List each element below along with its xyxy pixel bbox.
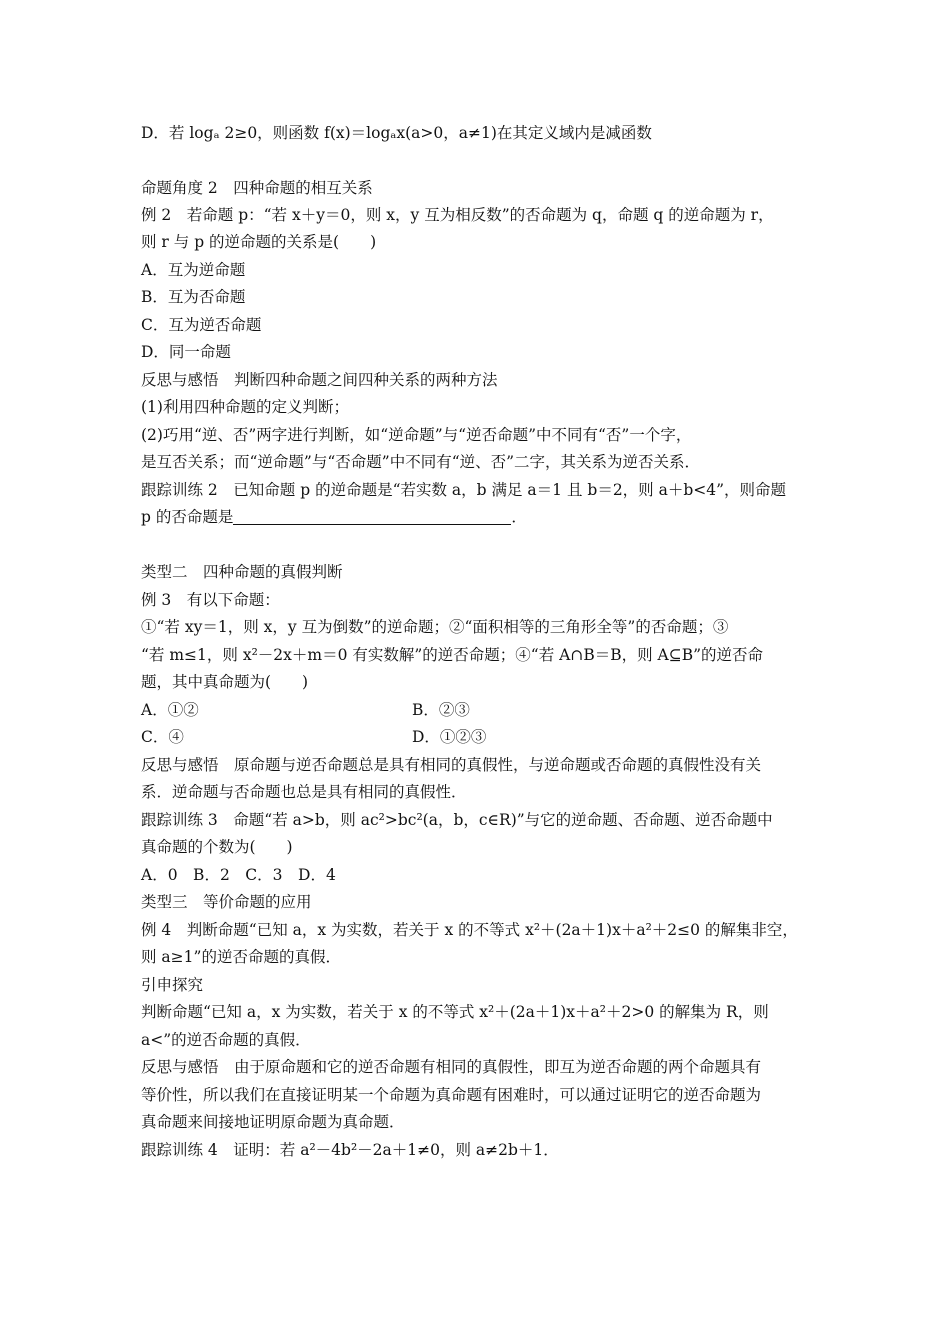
track3-line2: 真命题的个数为( ) xyxy=(141,838,293,856)
example2-option-b: B．互为否命题 xyxy=(141,288,246,306)
example3-line2: ①“若 xy＝1，则 x，y 互为倒数”的逆命题；②“面积相等的三角形全等”的否命题；③ xyxy=(141,618,729,636)
example3-line1: 例 3 有以下命题： xyxy=(141,591,280,609)
answer-blank[interactable] xyxy=(233,510,511,525)
example3-line3: “若 m≤1，则 x²－2x＋m＝0 有实数解”的逆否命题；④“若 A∩B＝B，则 A⊆B”的逆否命 xyxy=(141,646,764,664)
option-d-log: D．若 logₐ 2≥0，则函数 f(x)＝logₐx(a>0，a≠1)在其定义域内是减函数 xyxy=(141,124,652,142)
reflection1-point2a: (2)巧用“逆、否”两字进行判断，如“逆命题”与“逆否命题”中不同有“否”一个字， xyxy=(141,426,692,444)
type2-heading: 类型二 四种命题的真假判断 xyxy=(141,563,343,581)
reflection3-line3: 真命题来间接地证明原命题为真命题． xyxy=(141,1113,405,1131)
extension-title: 引申探究 xyxy=(141,976,204,994)
example3-option-a: A．①② xyxy=(141,701,199,719)
reflection3-line2: 等价性，所以我们在直接证明某一个命题为真命题有困难时，可以通过证明它的逆否命题为 xyxy=(141,1086,762,1104)
example3-line4: 题，其中真命题为( ) xyxy=(141,673,309,691)
type3-heading: 类型三 等价命题的应用 xyxy=(141,893,312,911)
example2-line2: 则 r 与 p 的逆命题的关系是( ) xyxy=(141,233,377,251)
reflection2-line2: 系．逆命题与否命题也总是具有相同的真假性． xyxy=(141,783,467,801)
example3-option-b: B．②③ xyxy=(412,701,470,719)
track2-line1: 跟踪训练 2 已知命题 p 的逆命题是“若实数 a，b 满足 a＝1 且 b＝2，则 a＋b<4”，则命题 xyxy=(141,481,787,499)
track2-line2 xyxy=(141,507,527,527)
reflection3-line1: 反思与感悟 由于原命题和它的逆否命题有相同的真假性，即互为逆否命题的两个命题具有 xyxy=(141,1058,762,1076)
example2-option-a: A．互为逆命题 xyxy=(141,261,246,279)
track3-options: A．0 B．2 C．3 D．4 xyxy=(141,866,336,884)
track3-line1: 跟踪训练 3 命题“若 a>b，则 ac²>bc²(a，b，c∈R)”与它的逆命题、否命题、逆否命题中 xyxy=(141,811,773,829)
example2-option-d: D．同一命题 xyxy=(141,343,231,361)
example2-option-c: C．互为逆否命题 xyxy=(141,316,262,334)
example3-option-c: C．④ xyxy=(141,728,184,746)
reflection2-line1: 反思与感悟 原命题与逆否命题总是具有相同的真假性，与逆命题或否命题的真假性没有关 xyxy=(141,756,762,774)
track2-line2-text: p 的否命题是 xyxy=(141,508,234,526)
extension-line2: a<”的逆否命题的真假． xyxy=(141,1031,311,1049)
angle2-heading: 命题角度 2 四种命题的相互关系 xyxy=(141,179,373,197)
example2-line1: 例 2 若命题 p：“若 x＋y＝0，则 x，y 互为相反数”的否命题为 q，命题 q 的逆命题为 r， xyxy=(141,206,774,224)
track2-line2-end: ． xyxy=(511,508,527,526)
example3-option-d: D．①②③ xyxy=(412,728,487,746)
reflection1-point1: (1)利用四种命题的定义判断； xyxy=(141,398,349,416)
reflection1-point2b: 是互否关系；而“逆命题”与“否命题”中不同有“逆、否”二字，其关系为逆否关系． xyxy=(141,453,701,471)
track4-line: 跟踪训练 4 证明：若 a²－4b²－2a＋1≠0，则 a≠2b＋1． xyxy=(141,1141,559,1159)
extension-line1: 判断命题“已知 a，x 为实数，若关于 x 的不等式 x²＋(2a＋1)x＋a²＋2>0 的解集为 R，则 xyxy=(141,1003,769,1021)
reflection1-title: 反思与感悟 判断四种命题之间四种关系的两种方法 xyxy=(141,371,498,389)
example4-line1: 例 4 判断命题“已知 a，x 为实数，若关于 x 的不等式 x²＋(2a＋1)x＋a²＋2≤0 的解集非空， xyxy=(141,921,798,939)
example4-line2: 则 a≥1”的逆否命题的真假． xyxy=(141,948,341,966)
